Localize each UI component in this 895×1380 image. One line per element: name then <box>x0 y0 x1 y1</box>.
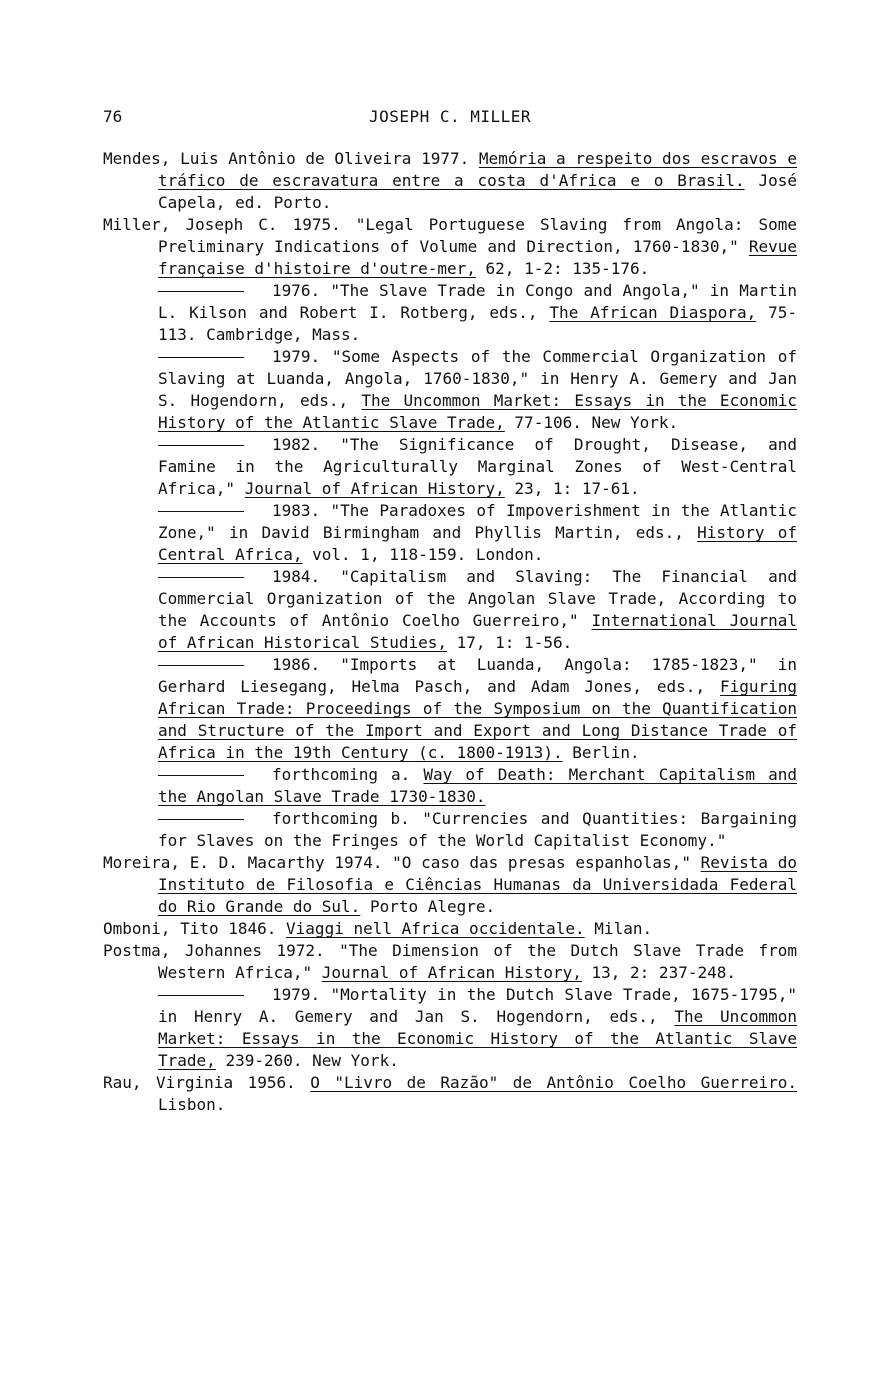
entry-tail: Lisbon. <box>158 1095 226 1114</box>
entry-lead: Postma, Johannes 1972. "The Dimension of the Dutch Slave Trade from Western Africa," <box>103 941 797 982</box>
entry-lead: 1979. "Some Aspects of the Commercial Organization of Slaving at Luanda, Angola, 1760-1830," in Henry A. Gemery and Jan S. Hogendorn, eds., <box>158 347 797 410</box>
bibliography-entry-mendes-1977 <box>103 148 797 214</box>
entry-title: Journal of African History, <box>321 963 582 982</box>
entry-lead: Omboni, Tito 1846. <box>103 919 277 938</box>
entry-tail: 17, 1: 1-56. <box>456 633 573 652</box>
bibliography-entry-miller-1983 <box>103 500 797 566</box>
entry-lead: 1982. "The Significance of Drought, Disease, and Famine in the Agriculturally Marginal Zones of West-Central Africa," <box>158 435 797 498</box>
bibliography-list <box>103 148 797 1116</box>
bibliography-entry-miller-1982 <box>103 434 797 500</box>
entry-tail: Porto Alegre. <box>369 897 496 916</box>
bibliography-entry-miller-forthcoming-b <box>103 808 797 852</box>
entry-lead: Moreira, E. D. Macarthy 1974. "O caso das presas espanholas," <box>103 853 691 872</box>
entry-lead: 1979. "Mortality in the Dutch Slave Trade, 1675-1795," in Henry A. Gemery and Jan S. Hogendorn, eds., <box>158 985 797 1026</box>
entry-lead: 1984. "Capitalism and Slaving: The Financial and Commercial Organization of the Angolan Slave Trade, According to the Accounts of Antônio Coelho Guerreiro," <box>158 567 797 630</box>
bibliography-entry-postma-1972 <box>103 940 797 984</box>
entry-lead: 1983. "The Paradoxes of Impoverishment in the Atlantic Zone," in David Birmingham and Phyllis Martin, eds., <box>158 501 797 542</box>
entry-lead: forthcoming b. "Currencies and Quantities: Bargaining for Slaves on the Fringes of the World Capitalist Economy." <box>158 809 797 850</box>
bibliography-entry-miller-1984 <box>103 566 797 654</box>
ditto-rule <box>158 445 244 446</box>
ditto-rule <box>158 665 244 666</box>
entry-tail: 77-106. New York. <box>514 413 679 432</box>
bibliography-entry-miller-forthcoming-a <box>103 764 797 808</box>
entry-title: Revue française d'histoire d'outre-mer, <box>158 237 797 278</box>
ditto-rule <box>158 357 244 358</box>
ditto-rule <box>158 291 244 292</box>
entry-lead: 1976. "The Slave Trade in Congo and Angola," in Martin L. Kilson and Robert I. Rotberg, eds., <box>158 281 797 322</box>
entry-tail: 239-260. New York. <box>225 1051 399 1070</box>
entry-tail: 23, 1: 17-61. <box>514 479 640 498</box>
entry-tail: 13, 2: 237-248. <box>591 963 736 982</box>
ditto-rule <box>158 819 244 820</box>
entry-tail: vol. 1, 118-159. London. <box>312 545 544 564</box>
entry-lead: forthcoming a. <box>272 765 411 784</box>
bibliography-entry-postma-1979 <box>103 984 797 1072</box>
entry-title: Figuring African Trade: Proceedings of the Symposium on the Quantification and Structure of the Import and Export and Long Distance Trade of Africa in the 19th Century (c. 1800-1913). <box>158 677 797 762</box>
entry-title: International Journal of African Historical Studies, <box>158 611 798 652</box>
ditto-rule <box>158 995 244 996</box>
bibliography-entry-miller-1979 <box>103 346 797 434</box>
entry-lead: Miller, Joseph C. 1975. "Legal Portuguese Slaving from Angola: Some Preliminary Indications of Volume and Direction, 1760-1830," <box>103 215 797 256</box>
entry-title: The Uncommon Market: Essays in the Economic History of the Atlantic Slave Trade, <box>158 391 797 432</box>
entry-tail: 75-113. Cambridge, Mass. <box>158 303 798 344</box>
entry-tail: 62, 1-2: 135-176. <box>485 259 650 278</box>
ditto-rule <box>158 577 244 578</box>
running-head: JOSEPH C. MILLER <box>368 107 532 126</box>
entry-title: Revista do Instituto de Filosofia e Ciências Humanas da Universidada Federal do Rio Grande do Sul. <box>158 853 797 916</box>
entry-lead: Mendes, Luis Antônio de Oliveira 1977. <box>103 149 470 168</box>
entry-title: The Uncommon Market: Essays in the Economic History of the Atlantic Slave Trade, <box>158 1007 798 1070</box>
page-header <box>103 106 797 128</box>
bibliography-entry-moreira-1974 <box>103 852 797 918</box>
entry-tail: José Capela, ed. Porto. <box>158 171 797 212</box>
entry-lead: 1986. "Imports at Luanda, Angola: 1785-1823," in Gerhard Liesegang, Helma Pasch, and Adam Jones, eds., <box>158 655 797 696</box>
entry-title: Viaggi nell Africa occidentale. <box>286 919 585 938</box>
entry-lead: Rau, Virginia 1956. <box>103 1073 296 1092</box>
bibliography-entry-omboni-1846 <box>103 918 797 940</box>
bibliography-entry-rau-1956 <box>103 1072 797 1116</box>
bibliography-entry-miller-1986 <box>103 654 797 764</box>
entry-title: Journal of African History, <box>244 479 505 498</box>
entry-title: Way of Death: Merchant Capitalism and the Angolan Slave Trade 1730-1830. <box>158 765 798 806</box>
entry-title: O "Livro de Razão" de Antônio Coelho Guerreiro. <box>310 1073 797 1092</box>
entry-tail: Berlin. <box>572 743 640 762</box>
bibliography-entry-miller-1976 <box>103 280 797 346</box>
entry-tail: Milan. <box>594 919 653 938</box>
ditto-rule <box>158 511 244 512</box>
bibliography-entry-miller-1975 <box>103 214 797 280</box>
entry-title: The African Diaspora, <box>549 303 757 322</box>
page-number: 76 <box>103 107 123 126</box>
entry-title: Memória a respeito dos escravos e tráfico de escravatura entre a costa d'Africa e o Brasil. <box>158 149 797 190</box>
entry-title: History of Central Africa, <box>158 523 798 564</box>
ditto-rule <box>158 775 244 776</box>
